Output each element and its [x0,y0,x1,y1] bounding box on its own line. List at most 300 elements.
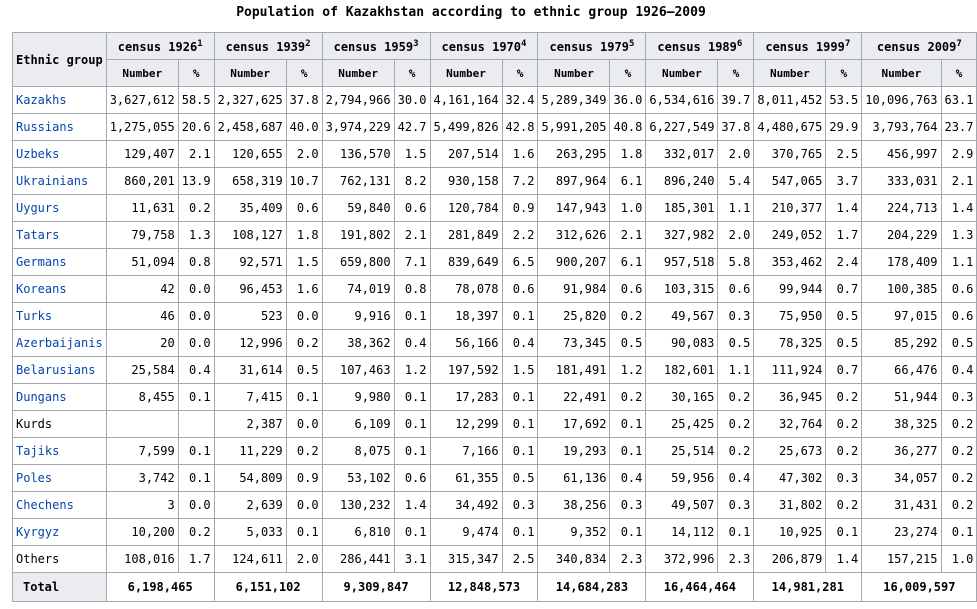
population-number-cell: 36,945 [754,384,826,411]
population-percent-cell: 0.5 [941,330,977,357]
population-number-cell: 10,096,763 [862,87,941,114]
population-number-cell: 900,207 [538,249,610,276]
population-number-cell: 22,491 [538,384,610,411]
population-number-cell: 23,274 [862,519,941,546]
number-column-header: Number [862,60,941,87]
population-number-cell: 9,916 [322,303,394,330]
population-percent-cell: 6.1 [610,249,646,276]
population-percent-cell: 0.5 [502,465,538,492]
population-percent-cell: 0.2 [286,330,322,357]
census-header [754,33,862,60]
population-number-cell: 20 [106,330,178,357]
population-percent-cell: 2.4 [826,249,862,276]
population-table [12,32,977,602]
population-number-cell: 11,229 [214,438,286,465]
table-row [13,168,977,195]
population-percent-cell: 7.2 [502,168,538,195]
ethnic-group-cell [13,168,107,195]
total-value-cell: 14,981,281 [754,573,862,602]
population-percent-cell: 42.7 [394,114,430,141]
population-number-cell: 31,614 [214,357,286,384]
percent-column-header: % [286,60,322,87]
total-value-cell: 9,309,847 [322,573,430,602]
total-row [13,573,977,602]
population-percent-cell: 29.9 [826,114,862,141]
population-number-cell: 124,611 [214,546,286,573]
population-percent-cell: 0.1 [178,438,214,465]
population-percent-cell: 20.6 [178,114,214,141]
ethnic-group-cell [13,87,107,114]
population-percent-cell: 0.2 [718,384,754,411]
population-number-cell: 2,639 [214,492,286,519]
population-number-cell: 207,514 [430,141,502,168]
population-percent-cell: 1.4 [826,195,862,222]
population-percent-cell: 0.3 [718,303,754,330]
population-number-cell: 353,462 [754,249,826,276]
population-percent-cell: 6.1 [610,168,646,195]
population-number-cell: 38,256 [538,492,610,519]
population-percent-cell: 0.2 [941,411,977,438]
population-percent-cell: 8.2 [394,168,430,195]
ethnic-group-cell [13,222,107,249]
census-header [646,33,754,60]
percent-column-header: % [178,60,214,87]
population-number-cell: 54,809 [214,465,286,492]
population-number-cell: 99,944 [754,276,826,303]
ethnic-group-cell [13,114,107,141]
population-number-cell: 11,631 [106,195,178,222]
population-number-cell: 6,109 [322,411,394,438]
population-percent-cell: 0.0 [286,492,322,519]
population-percent-cell: 0.4 [610,465,646,492]
population-percent-cell: 32.4 [502,87,538,114]
population-percent-cell: 0.6 [394,195,430,222]
ethnic-group-link[interactable]: Chechens [16,498,74,512]
percent-column-header: % [610,60,646,87]
census-year-label: census 1979 [549,39,629,54]
population-number-cell: 90,083 [646,330,718,357]
population-number-cell: 281,849 [430,222,502,249]
census-header [322,33,430,60]
population-number-cell: 9,980 [322,384,394,411]
ethnic-group-cell [13,141,107,168]
population-percent-cell: 0.2 [610,384,646,411]
population-number-cell: 658,319 [214,168,286,195]
population-number-cell: 25,425 [646,411,718,438]
percent-column-header: % [826,60,862,87]
ethnic-group-link[interactable]: Uygurs [16,201,60,215]
population-percent-cell: 0.3 [610,492,646,519]
population-percent-cell: 1.0 [941,546,977,573]
population-percent-cell: 0.5 [826,330,862,357]
ethnic-group-cell [13,276,107,303]
census-header [430,33,538,60]
table-row [13,492,977,519]
population-percent-cell: 1.8 [286,222,322,249]
population-percent-cell: 2.1 [178,141,214,168]
population-percent-cell: 0.1 [178,465,214,492]
population-percent-cell: 0.0 [178,276,214,303]
population-percent-cell: 0.2 [826,438,862,465]
population-number-cell: 75,950 [754,303,826,330]
population-number-cell: 31,802 [754,492,826,519]
population-number-cell: 2,794,966 [322,87,394,114]
population-percent-cell: 0.8 [394,276,430,303]
population-percent-cell: 0.1 [718,519,754,546]
percent-column-header: % [718,60,754,87]
population-percent-cell: 1.1 [941,249,977,276]
population-percent-cell: 1.2 [610,357,646,384]
population-number-cell: 120,655 [214,141,286,168]
population-number-cell: 12,299 [430,411,502,438]
population-number-cell: 96,453 [214,276,286,303]
population-percent-cell: 0.5 [286,357,322,384]
total-value-cell: 14,684,283 [538,573,646,602]
population-percent-cell: 1.5 [394,141,430,168]
population-number-cell: 178,409 [862,249,941,276]
population-number-cell: 372,996 [646,546,718,573]
table-row [13,384,977,411]
population-percent-cell: 39.7 [718,87,754,114]
population-percent-cell: 0.2 [826,492,862,519]
table-row [13,114,977,141]
population-percent-cell: 0.0 [178,303,214,330]
population-percent-cell: 1.8 [610,141,646,168]
population-number-cell: 3,793,764 [862,114,941,141]
population-number-cell: 312,626 [538,222,610,249]
census-header [214,33,322,60]
population-number-cell: 25,584 [106,357,178,384]
population-percent-cell: 0.7 [826,357,862,384]
population-percent-cell: 0.0 [178,330,214,357]
population-percent-cell: 2.1 [941,168,977,195]
table-row [13,222,977,249]
population-number-cell: 49,507 [646,492,718,519]
population-percent-cell: 0.1 [502,384,538,411]
population-percent-cell: 37.8 [286,87,322,114]
population-percent-cell: 42.8 [502,114,538,141]
ethnic-group-link[interactable]: Kyrgyz [16,525,60,539]
population-percent-cell: 0.3 [826,465,862,492]
population-number-cell: 897,964 [538,168,610,195]
table-row [13,249,977,276]
number-column-header: Number [214,60,286,87]
population-percent-cell: 2.5 [826,141,862,168]
population-percent-cell: 2.5 [502,546,538,573]
population-number-cell: 456,997 [862,141,941,168]
population-percent-cell: 1.7 [178,546,214,573]
population-percent-cell: 63.1 [941,87,977,114]
ethnic-group-link[interactable]: Tajiks [16,444,60,458]
population-number-cell: 108,016 [106,546,178,573]
census-header [106,33,214,60]
population-number-cell: 17,283 [430,384,502,411]
ethnic-group-header: Ethnic group [13,33,107,87]
population-number-cell: 370,765 [754,141,826,168]
ethnic-group-link[interactable]: Poles [16,471,53,485]
population-number-cell: 107,463 [322,357,394,384]
population-percent-cell: 1.0 [610,195,646,222]
population-percent-cell: 1.1 [718,195,754,222]
population-number-cell: 136,570 [322,141,394,168]
population-percent-cell: 0.1 [286,519,322,546]
ethnic-group-link[interactable]: Kazakhs [16,93,67,107]
population-number-cell: 30,165 [646,384,718,411]
total-value-cell: 6,151,102 [214,573,322,602]
population-number-cell: 3,974,229 [322,114,394,141]
population-percent-cell: 0.0 [286,303,322,330]
population-number-cell: 59,956 [646,465,718,492]
population-percent-cell: 53.5 [826,87,862,114]
ethnic-group-link[interactable]: Dungans [16,390,67,404]
population-number-cell: 5,033 [214,519,286,546]
population-percent-cell: 0.1 [286,384,322,411]
population-number-cell: 61,136 [538,465,610,492]
number-column-header: Number [646,60,718,87]
population-number-cell: 25,820 [538,303,610,330]
population-percent-cell: 23.7 [941,114,977,141]
population-number-cell: 49,567 [646,303,718,330]
percent-column-header: % [941,60,977,87]
population-number-cell: 6,227,549 [646,114,718,141]
ethnic-group-cell [13,384,107,411]
census-footnote-link[interactable]: 7 [956,38,962,49]
population-number-cell: 157,215 [862,546,941,573]
population-number-cell: 762,131 [322,168,394,195]
population-percent-cell: 0.1 [610,438,646,465]
total-value-cell: 12,848,573 [430,573,538,602]
population-percent-cell: 0.2 [718,411,754,438]
population-number-cell: 91,984 [538,276,610,303]
population-percent-cell: 0.1 [394,384,430,411]
population-number-cell: 340,834 [538,546,610,573]
census-footnote-link[interactable]: 5 [628,38,635,49]
population-number-cell: 547,065 [754,168,826,195]
percent-column-header: % [394,60,430,87]
population-number-cell: 9,352 [538,519,610,546]
population-number-cell: 8,075 [322,438,394,465]
population-percent-cell: 0.6 [286,195,322,222]
population-number-cell: 66,476 [862,357,941,384]
population-percent-cell: 5.4 [718,168,754,195]
population-percent-cell: 3.1 [394,546,430,573]
population-number-cell: 315,347 [430,546,502,573]
population-percent-cell: 1.2 [394,357,430,384]
population-percent-cell: 0.2 [286,438,322,465]
population-percent-cell: 0.1 [610,411,646,438]
population-percent-cell: 3.7 [826,168,862,195]
ethnic-group-link[interactable]: Turks [16,309,53,323]
population-number-cell: 46 [106,303,178,330]
population-percent-cell: 30.0 [394,87,430,114]
population-percent-cell: 13.9 [178,168,214,195]
total-value-cell: 6,198,465 [106,573,214,602]
population-number-cell: 7,166 [430,438,502,465]
population-number-cell: 930,158 [430,168,502,195]
population-percent-cell: 36.0 [610,87,646,114]
population-percent-cell: 6.5 [502,249,538,276]
population-number-cell: 333,031 [862,168,941,195]
population-percent-cell: 0.0 [286,411,322,438]
total-label: Total [13,573,107,602]
population-number-cell: 4,161,164 [430,87,502,114]
table-row [13,276,977,303]
population-number-cell: 85,292 [862,330,941,357]
table-row [13,303,977,330]
population-percent-cell: 0.2 [610,303,646,330]
ethnic-group-link[interactable]: Koreans [16,282,67,296]
population-number-cell: 7,415 [214,384,286,411]
census-year-label: census 1999 [765,39,845,54]
ethnic-group-label: Others [16,552,60,566]
population-percent-cell: 2.3 [718,546,754,573]
ethnic-group-link[interactable]: Azerbaijanis [16,336,103,350]
population-number-cell: 181,491 [538,357,610,384]
population-number-cell: 36,277 [862,438,941,465]
population-number-cell: 286,441 [322,546,394,573]
population-number-cell: 51,094 [106,249,178,276]
population-number-cell: 2,387 [214,411,286,438]
population-number-cell: 3 [106,492,178,519]
population-number-cell: 14,112 [646,519,718,546]
population-number-cell: 100,385 [862,276,941,303]
population-number-cell: 197,592 [430,357,502,384]
ethnic-group-link[interactable]: Ukrainians [16,174,89,188]
ethnic-group-cell [13,330,107,357]
percent-column-header: % [502,60,538,87]
census-year-label: census 1939 [225,39,306,54]
population-number-cell: 108,127 [214,222,286,249]
population-number-cell: 327,982 [646,222,718,249]
population-percent-cell: 2.0 [718,141,754,168]
population-percent-cell: 10.7 [286,168,322,195]
ethnic-group-cell [13,249,107,276]
population-percent-cell: 0.1 [394,438,430,465]
total-value-cell: 16,464,464 [646,573,754,602]
population-percent-cell: 0.6 [718,276,754,303]
census-footnote-link[interactable]: 6 [736,38,743,49]
population-percent-cell: 1.6 [286,276,322,303]
population-percent-cell: 0.7 [826,276,862,303]
population-number-cell: 523 [214,303,286,330]
population-percent-cell: 0.3 [941,384,977,411]
population-percent-cell: 0.6 [941,303,977,330]
population-percent-cell: 0.9 [502,195,538,222]
population-percent-cell: 2.0 [718,222,754,249]
population-percent-cell: 40.0 [286,114,322,141]
population-percent-cell: 0.2 [941,492,977,519]
population-number-cell: 56,166 [430,330,502,357]
table-row [13,357,977,384]
ethnic-group-link[interactable]: Tatars [16,228,60,242]
population-percent-cell: 0.1 [502,519,538,546]
population-percent-cell: 0.1 [394,519,430,546]
population-percent-cell: 2.2 [502,222,538,249]
population-number-cell: 185,301 [646,195,718,222]
population-number-cell: 74,019 [322,276,394,303]
population-number-cell: 4,480,675 [754,114,826,141]
population-number-cell: 34,057 [862,465,941,492]
population-percent-cell: 0.1 [502,303,538,330]
ethnic-group-link[interactable]: Russians [16,120,74,134]
population-percent-cell: 0.1 [610,519,646,546]
ethnic-group-link[interactable]: Germans [16,255,67,269]
population-percent-cell: 0.2 [826,411,862,438]
ethnic-group-cell [13,357,107,384]
census-footnote-link[interactable]: 2 [305,38,311,49]
population-percent-cell: 1.5 [502,357,538,384]
population-number-cell: 47,302 [754,465,826,492]
population-number-cell: 25,673 [754,438,826,465]
population-percent-cell: 0.1 [502,411,538,438]
population-number-cell: 6,810 [322,519,394,546]
ethnic-group-cell [13,465,107,492]
population-number-cell: 120,784 [430,195,502,222]
population-percent-cell: 0.6 [610,276,646,303]
population-number-cell: 31,431 [862,492,941,519]
census-footnote-link[interactable]: 1 [197,38,203,49]
population-number-cell: 18,397 [430,303,502,330]
population-percent-cell: 40.8 [610,114,646,141]
ethnic-group-link[interactable]: Uzbeks [16,147,60,161]
population-percent-cell: 0.2 [826,384,862,411]
population-number-cell: 111,924 [754,357,826,384]
ethnic-group-label: Kurds [16,417,53,431]
census-year-label: census 1959 [333,39,414,54]
population-number-cell: 659,800 [322,249,394,276]
population-number-cell: 38,325 [862,411,941,438]
population-number-cell: 224,713 [862,195,941,222]
table-caption: Population of Kazakhstan according to ethnic group 1926–2009 [236,5,706,20]
population-percent-cell: 1.5 [286,249,322,276]
number-column-header: Number [106,60,178,87]
population-percent-cell: 2.9 [941,141,977,168]
population-number-cell: 191,802 [322,222,394,249]
ethnic-group-cell [13,195,107,222]
population-percent-cell: 2.0 [286,546,322,573]
population-number-cell: 210,377 [754,195,826,222]
census-year-label: census 2009 [876,39,957,54]
population-number-cell: 8,011,452 [754,87,826,114]
population-percent-cell: 0.1 [394,411,430,438]
population-percent-cell: 2.3 [610,546,646,573]
population-percent-cell: 58.5 [178,87,214,114]
population-percent-cell: 1.6 [502,141,538,168]
population-number-cell: 147,943 [538,195,610,222]
population-percent-cell: 0.2 [941,438,977,465]
ethnic-group-link[interactable]: Belarusians [16,363,96,377]
population-percent-cell: 0.2 [718,438,754,465]
population-number-cell: 3,627,612 [106,87,178,114]
census-footnote-link[interactable]: 7 [844,38,851,49]
population-number-cell: 860,201 [106,168,178,195]
table-row [13,141,977,168]
population-percent-cell: 0.4 [502,330,538,357]
census-footnote-link[interactable]: 4 [521,38,527,49]
population-number-cell: 79,758 [106,222,178,249]
population-number-cell: 25,514 [646,438,718,465]
number-column-header: Number [430,60,502,87]
table-row [13,330,977,357]
population-number-cell: 51,944 [862,384,941,411]
population-number-cell: 332,017 [646,141,718,168]
population-number-cell: 6,534,616 [646,87,718,114]
population-percent-cell: 0.1 [941,519,977,546]
population-number-cell: 5,289,349 [538,87,610,114]
population-percent-cell: 0.2 [941,465,977,492]
population-percent-cell: 2.1 [610,222,646,249]
census-footnote-link[interactable]: 3 [413,38,419,49]
